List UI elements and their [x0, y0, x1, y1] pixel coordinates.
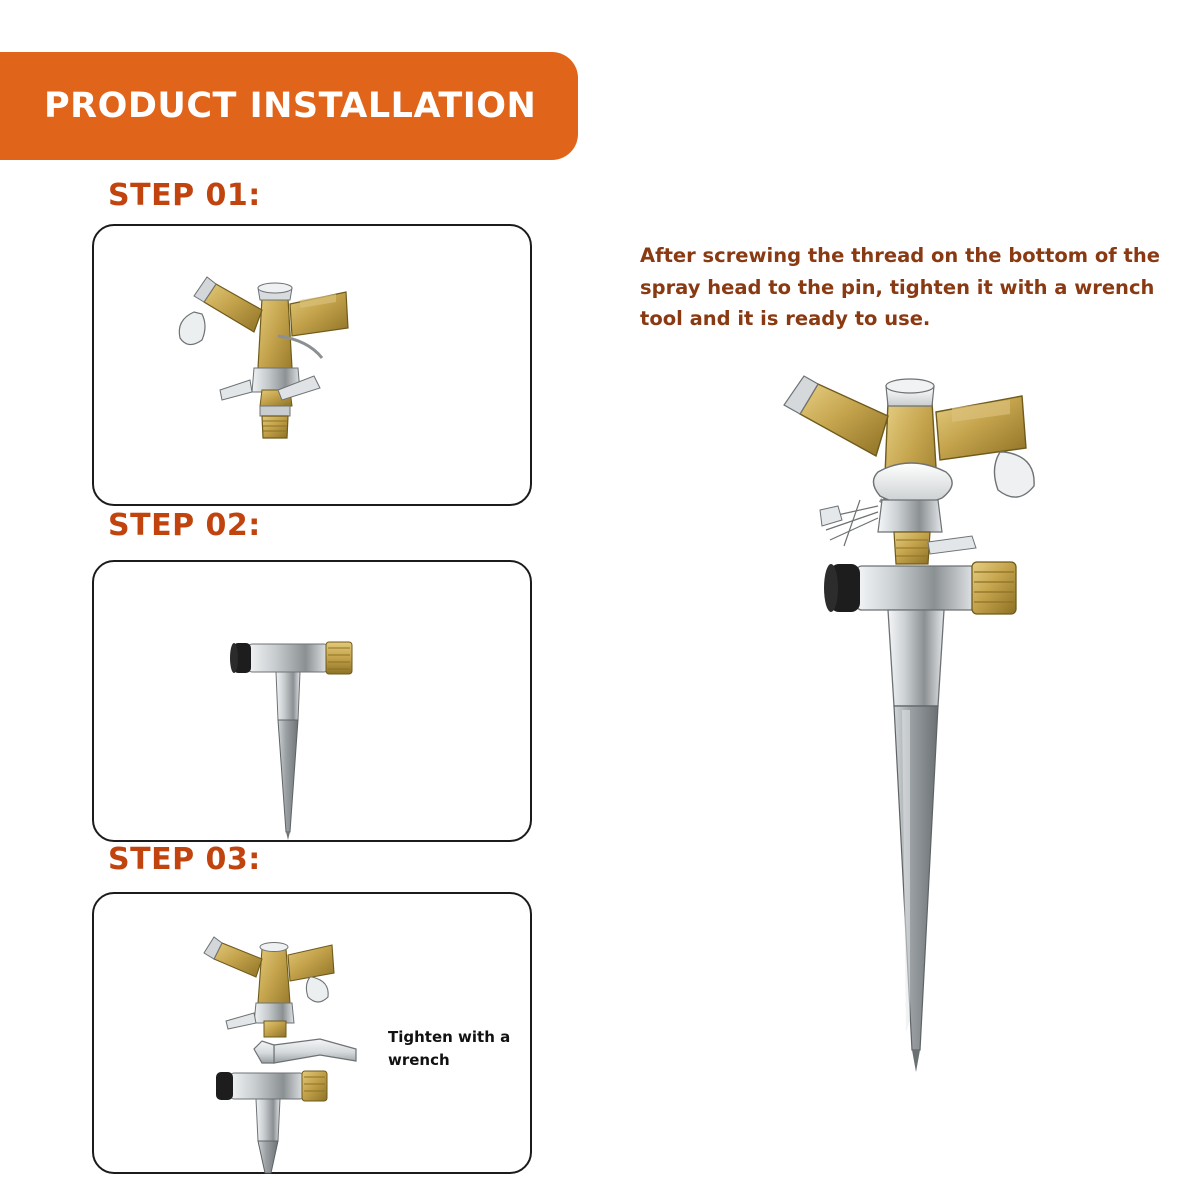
step-01-label: STEP 01:	[108, 178, 261, 213]
step-02-label: STEP 02:	[108, 508, 261, 543]
step-03-label: STEP 03:	[108, 842, 261, 877]
installation-description: After screwing the thread on the bottom of the spray head to the pin, tighten it with a wrench tool and it is ready to use.	[640, 244, 1160, 331]
step-02-spike-base-image	[200, 600, 400, 844]
header-banner	[0, 52, 578, 160]
page-title: PRODUCT INSTALLATION	[44, 86, 537, 126]
step-01-sprinkler-head-image	[150, 240, 400, 494]
main-product-image	[760, 360, 1160, 1084]
wrench-annotation: Tighten with a wrench	[388, 1028, 511, 1070]
step-03-assembly-image	[170, 915, 430, 1179]
